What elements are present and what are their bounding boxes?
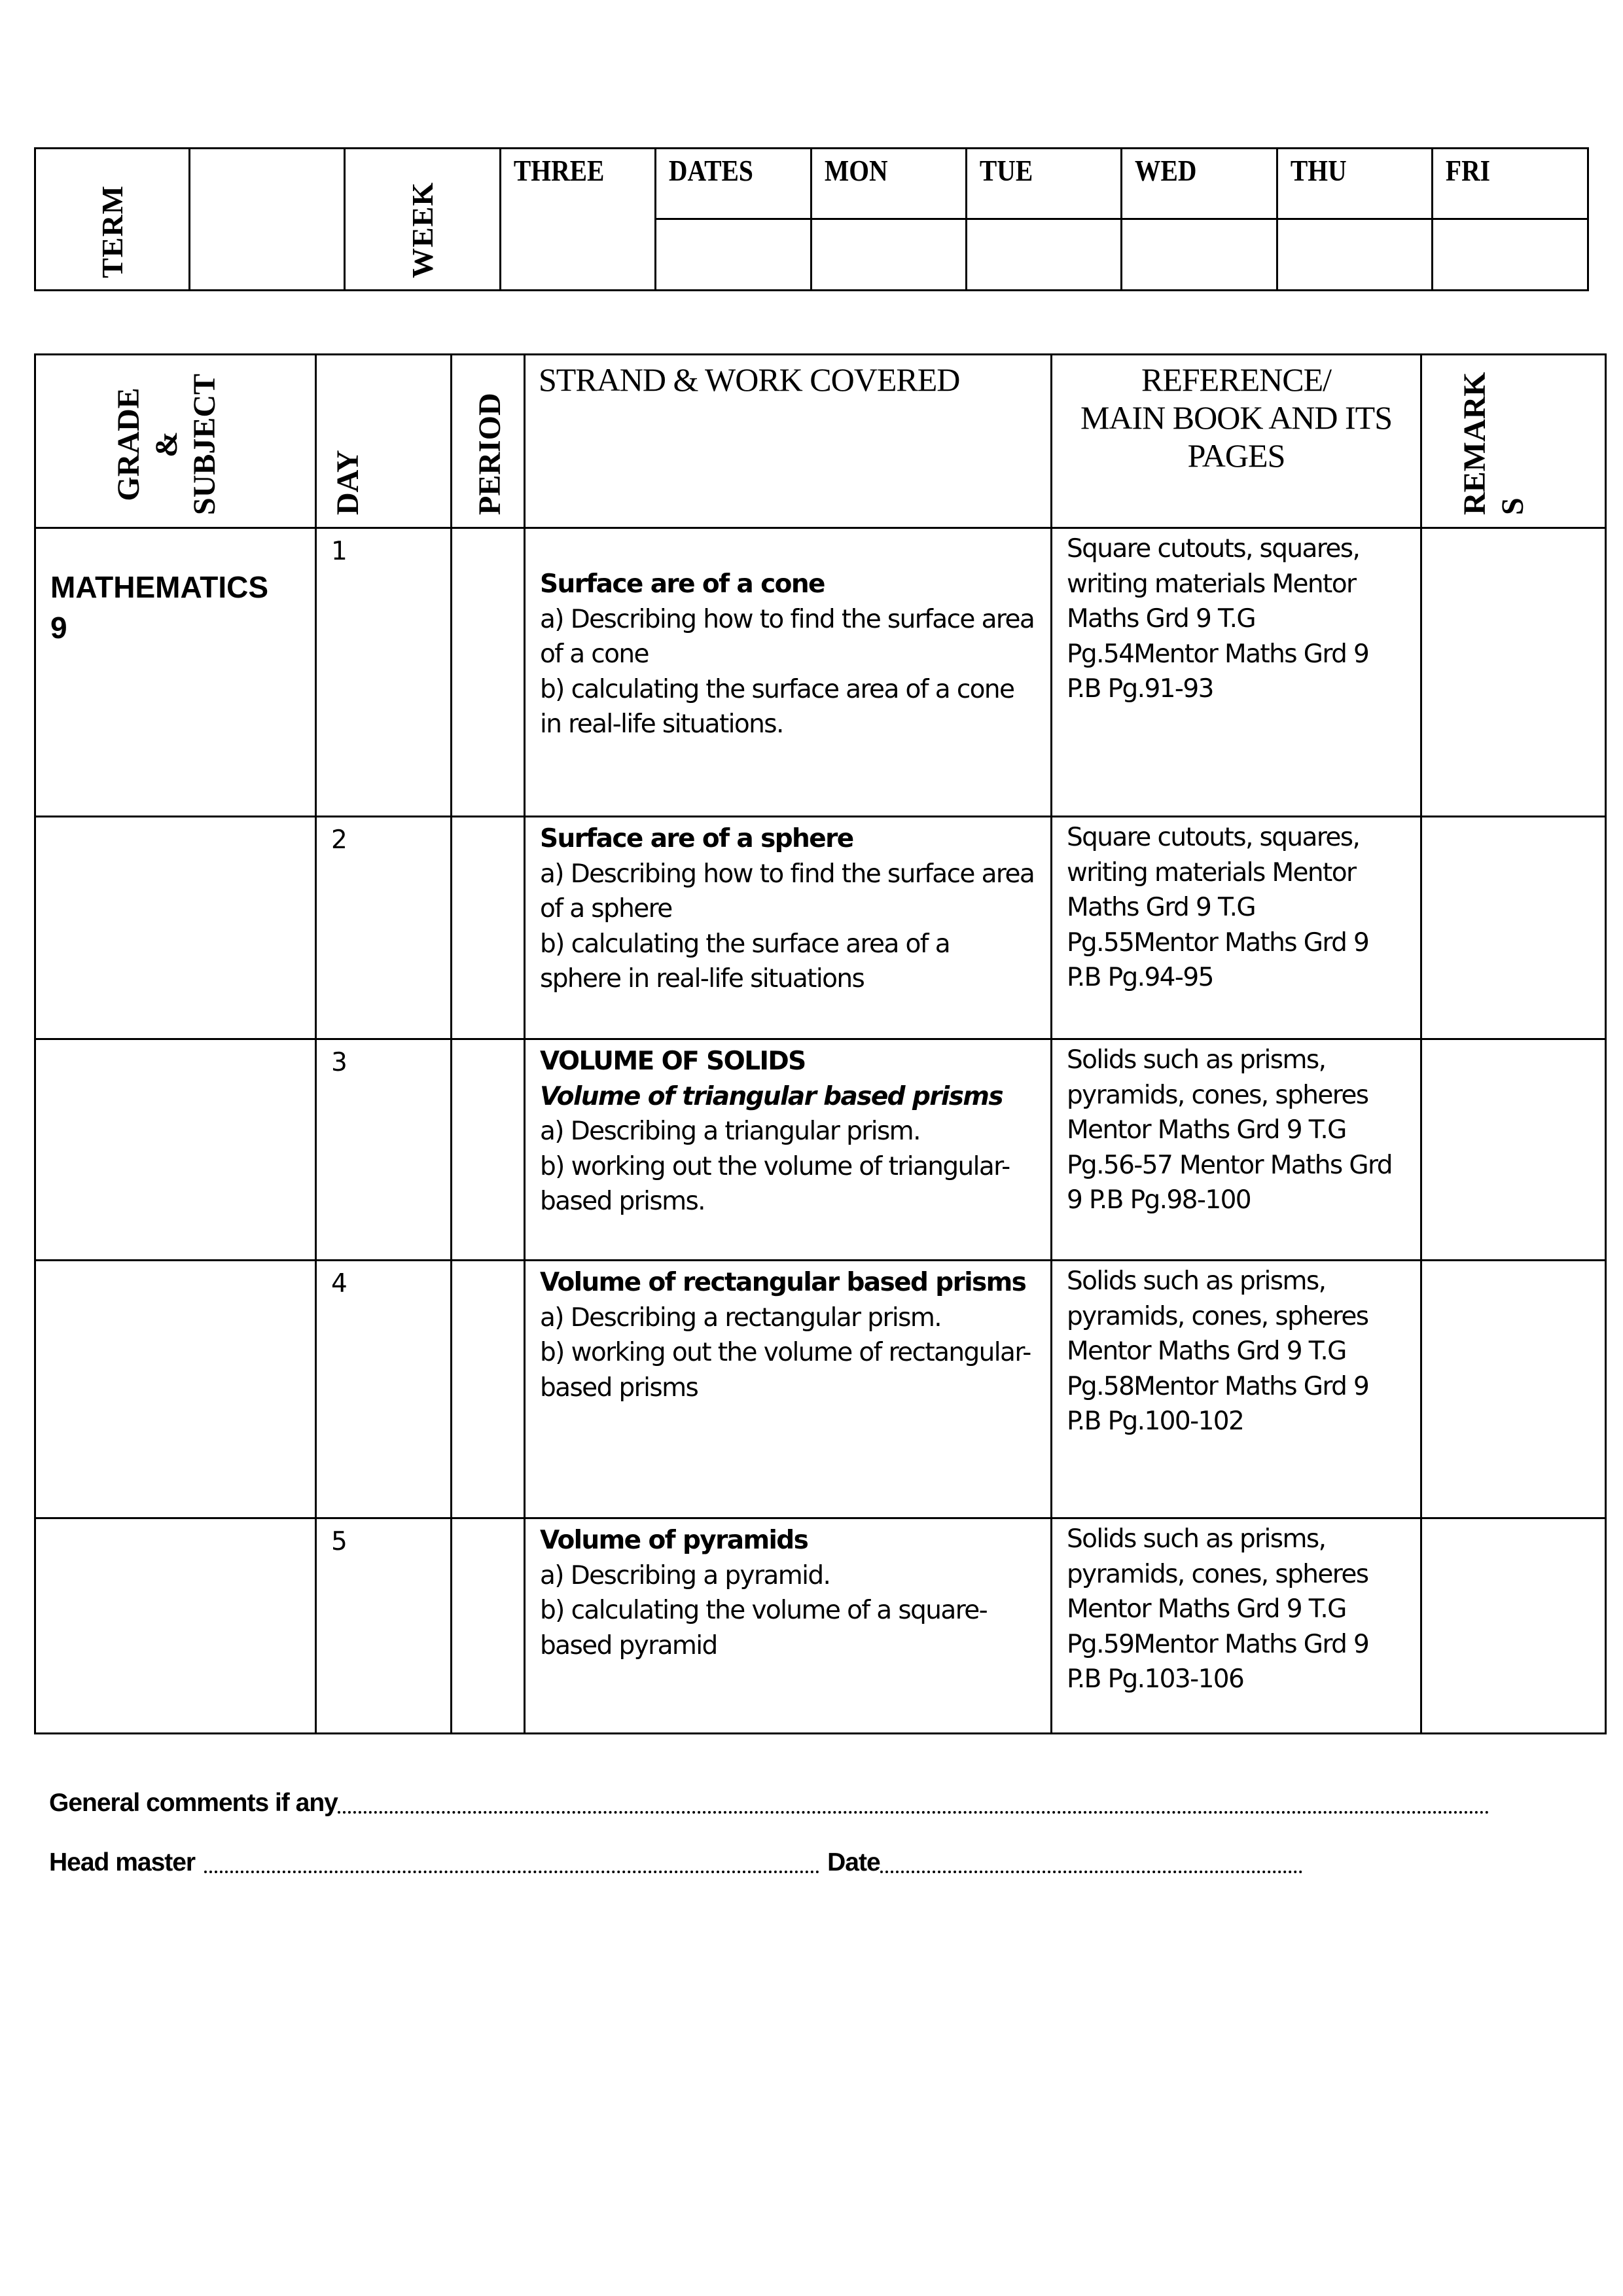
day-number: 5 (331, 1527, 348, 1556)
strand-objective-b: b) calculating the volume of a square-based pyramid (540, 1596, 988, 1660)
subject-cell (35, 1518, 316, 1734)
general-comments-field[interactable] (338, 1811, 1489, 1814)
headmaster-line (49, 1848, 1302, 1877)
day-number: 2 (331, 825, 348, 855)
day-cell (316, 1261, 452, 1518)
subject-label (36, 529, 315, 648)
term-value-field[interactable] (190, 149, 345, 291)
day-cell (316, 1518, 452, 1734)
dates-label-cell (656, 149, 812, 219)
remarks-header-line2: S (1495, 497, 1530, 515)
date-label: Date (827, 1848, 880, 1876)
table-row (35, 817, 1606, 1039)
subject-grade: 9 (50, 611, 67, 645)
strand-content (526, 1519, 1050, 1663)
term-label: TERM (95, 185, 129, 278)
remarks-header (1456, 372, 1532, 515)
day-header-wed (1122, 149, 1277, 219)
strand-objective-a: a) Describing a rectangular prism. (540, 1302, 942, 1333)
reference-text: Solids such as prisms, pyramids, cones, spheres Mentor Maths Grd 9 T.G Pg.56-57 Mentor Maths Grd 9 P.B Pg.98-100 (1067, 1045, 1392, 1215)
header-day (316, 355, 452, 528)
dates-label: DATES (668, 154, 753, 187)
strand-content (526, 817, 1050, 997)
period-field[interactable] (452, 528, 525, 817)
remarks-field[interactable] (1421, 1261, 1606, 1518)
period-header: PERIOD (473, 393, 507, 515)
subject-cell (35, 1039, 316, 1261)
strand-content (526, 1261, 1050, 1405)
subject-header-text: SUBJECT (187, 373, 222, 515)
strand-cell (525, 817, 1052, 1039)
header-period (452, 355, 525, 528)
day-cell (316, 1039, 452, 1261)
strand-cell (525, 1261, 1052, 1518)
term-label-cell (35, 149, 190, 291)
date-field[interactable] (880, 1871, 1302, 1873)
reference-cell (1052, 1039, 1421, 1261)
header-remarks (1421, 355, 1606, 528)
subject-cell (35, 1261, 316, 1518)
scheme-of-work-table (34, 353, 1607, 1734)
table-row (35, 1261, 1606, 1518)
date-field-thu[interactable] (1277, 219, 1433, 291)
period-field[interactable] (452, 1261, 525, 1518)
reference-header-line1: REFERENCE/ (1141, 361, 1332, 398)
strand-objective-b: b) working out the volume of rectangular-based prisms (540, 1338, 1031, 1403)
grade-header-text: GRADE (111, 387, 146, 501)
day-number: 4 (331, 1269, 348, 1299)
strand-objective-b: b) working out the volume of triangular-based prisms. (540, 1151, 1010, 1216)
strand-title: Volume of pyramids (540, 1526, 808, 1555)
strand-objective-b: b) calculating the surface area of a cone in real-life situations. (540, 674, 1014, 739)
headmaster-signature-field[interactable] (204, 1871, 819, 1873)
strand-objective-a: a) Describing how to find the surface area of a cone (540, 604, 1035, 669)
week-label-cell (345, 149, 501, 291)
term-week-table (34, 147, 1589, 291)
remarks-header-line1: REMARK (1457, 372, 1492, 515)
period-field[interactable] (452, 1518, 525, 1734)
day-label-wed: WED (1134, 154, 1197, 187)
table-header-row (35, 355, 1606, 528)
subject-cell (35, 528, 316, 817)
remarks-field[interactable] (1421, 1518, 1606, 1734)
day-label-tue: TUE (979, 154, 1033, 187)
general-comments-label: General comments if any (49, 1789, 338, 1817)
day-number: 3 (331, 1048, 348, 1077)
reference-cell (1052, 528, 1421, 817)
reference-text: Square cutouts, squares, writing materials Mentor Maths Grd 9 T.G Pg.54Mentor Maths Grd 9 P.B Pg.91-93 (1067, 534, 1369, 704)
strand-cell (525, 1039, 1052, 1261)
reference-header-line2: MAIN BOOK AND ITS (1080, 399, 1393, 436)
strand-cell (525, 1518, 1052, 1734)
reference-cell (1052, 1518, 1421, 1734)
strand-header: STRAND & WORK COVERED (539, 361, 960, 398)
strand-title: Surface are of a sphere (540, 824, 853, 853)
day-header-thu (1277, 149, 1433, 219)
week-value-cell[interactable] (501, 149, 656, 291)
table-row (35, 1039, 1606, 1261)
strand-content (526, 529, 1050, 742)
strand-objective-a: a) Describing a triangular prism. (540, 1117, 920, 1146)
headmaster-label: Head master (49, 1848, 196, 1876)
week-label: WEEK (405, 181, 439, 278)
reference-cell (1052, 817, 1421, 1039)
period-field[interactable] (452, 1039, 525, 1261)
strand-cell (525, 528, 1052, 817)
strand-title: Volume of triangular based prisms (540, 1081, 1003, 1111)
day-label-thu: THU (1290, 154, 1347, 187)
general-comments-line (49, 1789, 1489, 1818)
day-label-mon: MON (824, 154, 888, 187)
header-strand (525, 355, 1052, 528)
reference-header-line3: PAGES (1187, 437, 1285, 474)
strand-title: Volume of rectangular based prisms (540, 1268, 1026, 1297)
dates-value-field[interactable] (656, 219, 812, 291)
week-value: THREE (513, 154, 605, 187)
date-field-mon[interactable] (812, 219, 967, 291)
ampersand-header-text: & (149, 431, 184, 457)
reference-text: Solids such as prisms, pyramids, cones, spheres Mentor Maths Grd 9 T.G Pg.59Mentor Maths Grd 9 P.B Pg.103-106 (1067, 1524, 1369, 1694)
header-reference (1052, 355, 1421, 528)
period-field[interactable] (452, 817, 525, 1039)
subject-name: MATHEMATICS (50, 570, 269, 604)
remarks-field[interactable] (1421, 1039, 1606, 1261)
subject-cell (35, 817, 316, 1039)
grade-subject-header (110, 374, 224, 515)
table-row (35, 1518, 1606, 1734)
strand-heading: VOLUME OF SOLIDS (540, 1047, 806, 1076)
remarks-field[interactable] (1421, 528, 1606, 817)
date-field-tue[interactable] (967, 219, 1122, 291)
reference-cell (1052, 1261, 1421, 1518)
day-number: 1 (331, 537, 348, 566)
reference-header (1052, 355, 1420, 475)
day-header-fri (1433, 149, 1588, 219)
remarks-field[interactable] (1421, 817, 1606, 1039)
strand-objective-b: b) calculating the surface area of a sphere in real-life situations (540, 929, 950, 994)
day-header-mon (812, 149, 967, 219)
reference-text: Solids such as prisms, pyramids, cones, spheres Mentor Maths Grd 9 T.G Pg.58Mentor Maths Grd 9 P.B Pg.100-102 (1067, 1266, 1369, 1436)
reference-text: Square cutouts, squares, writing materials Mentor Maths Grd 9 T.G Pg.55Mentor Maths Grd 9 P.B Pg.94-95 (1067, 823, 1369, 992)
day-header-tue (967, 149, 1122, 219)
strand-objective-a: a) Describing a pyramid. (540, 1560, 830, 1590)
header-grade-subject (35, 355, 316, 528)
strand-title: Surface are of a cone (540, 569, 825, 599)
day-label-fri: FRI (1445, 154, 1491, 187)
day-header: DAY (330, 450, 365, 515)
strand-objective-a: a) Describing how to find the surface area of a sphere (540, 859, 1035, 924)
table-row (35, 528, 1606, 817)
strand-content (526, 1040, 1050, 1219)
date-field-fri[interactable] (1433, 219, 1588, 291)
day-cell (316, 817, 452, 1039)
date-field-wed[interactable] (1122, 219, 1277, 291)
day-cell (316, 528, 452, 817)
